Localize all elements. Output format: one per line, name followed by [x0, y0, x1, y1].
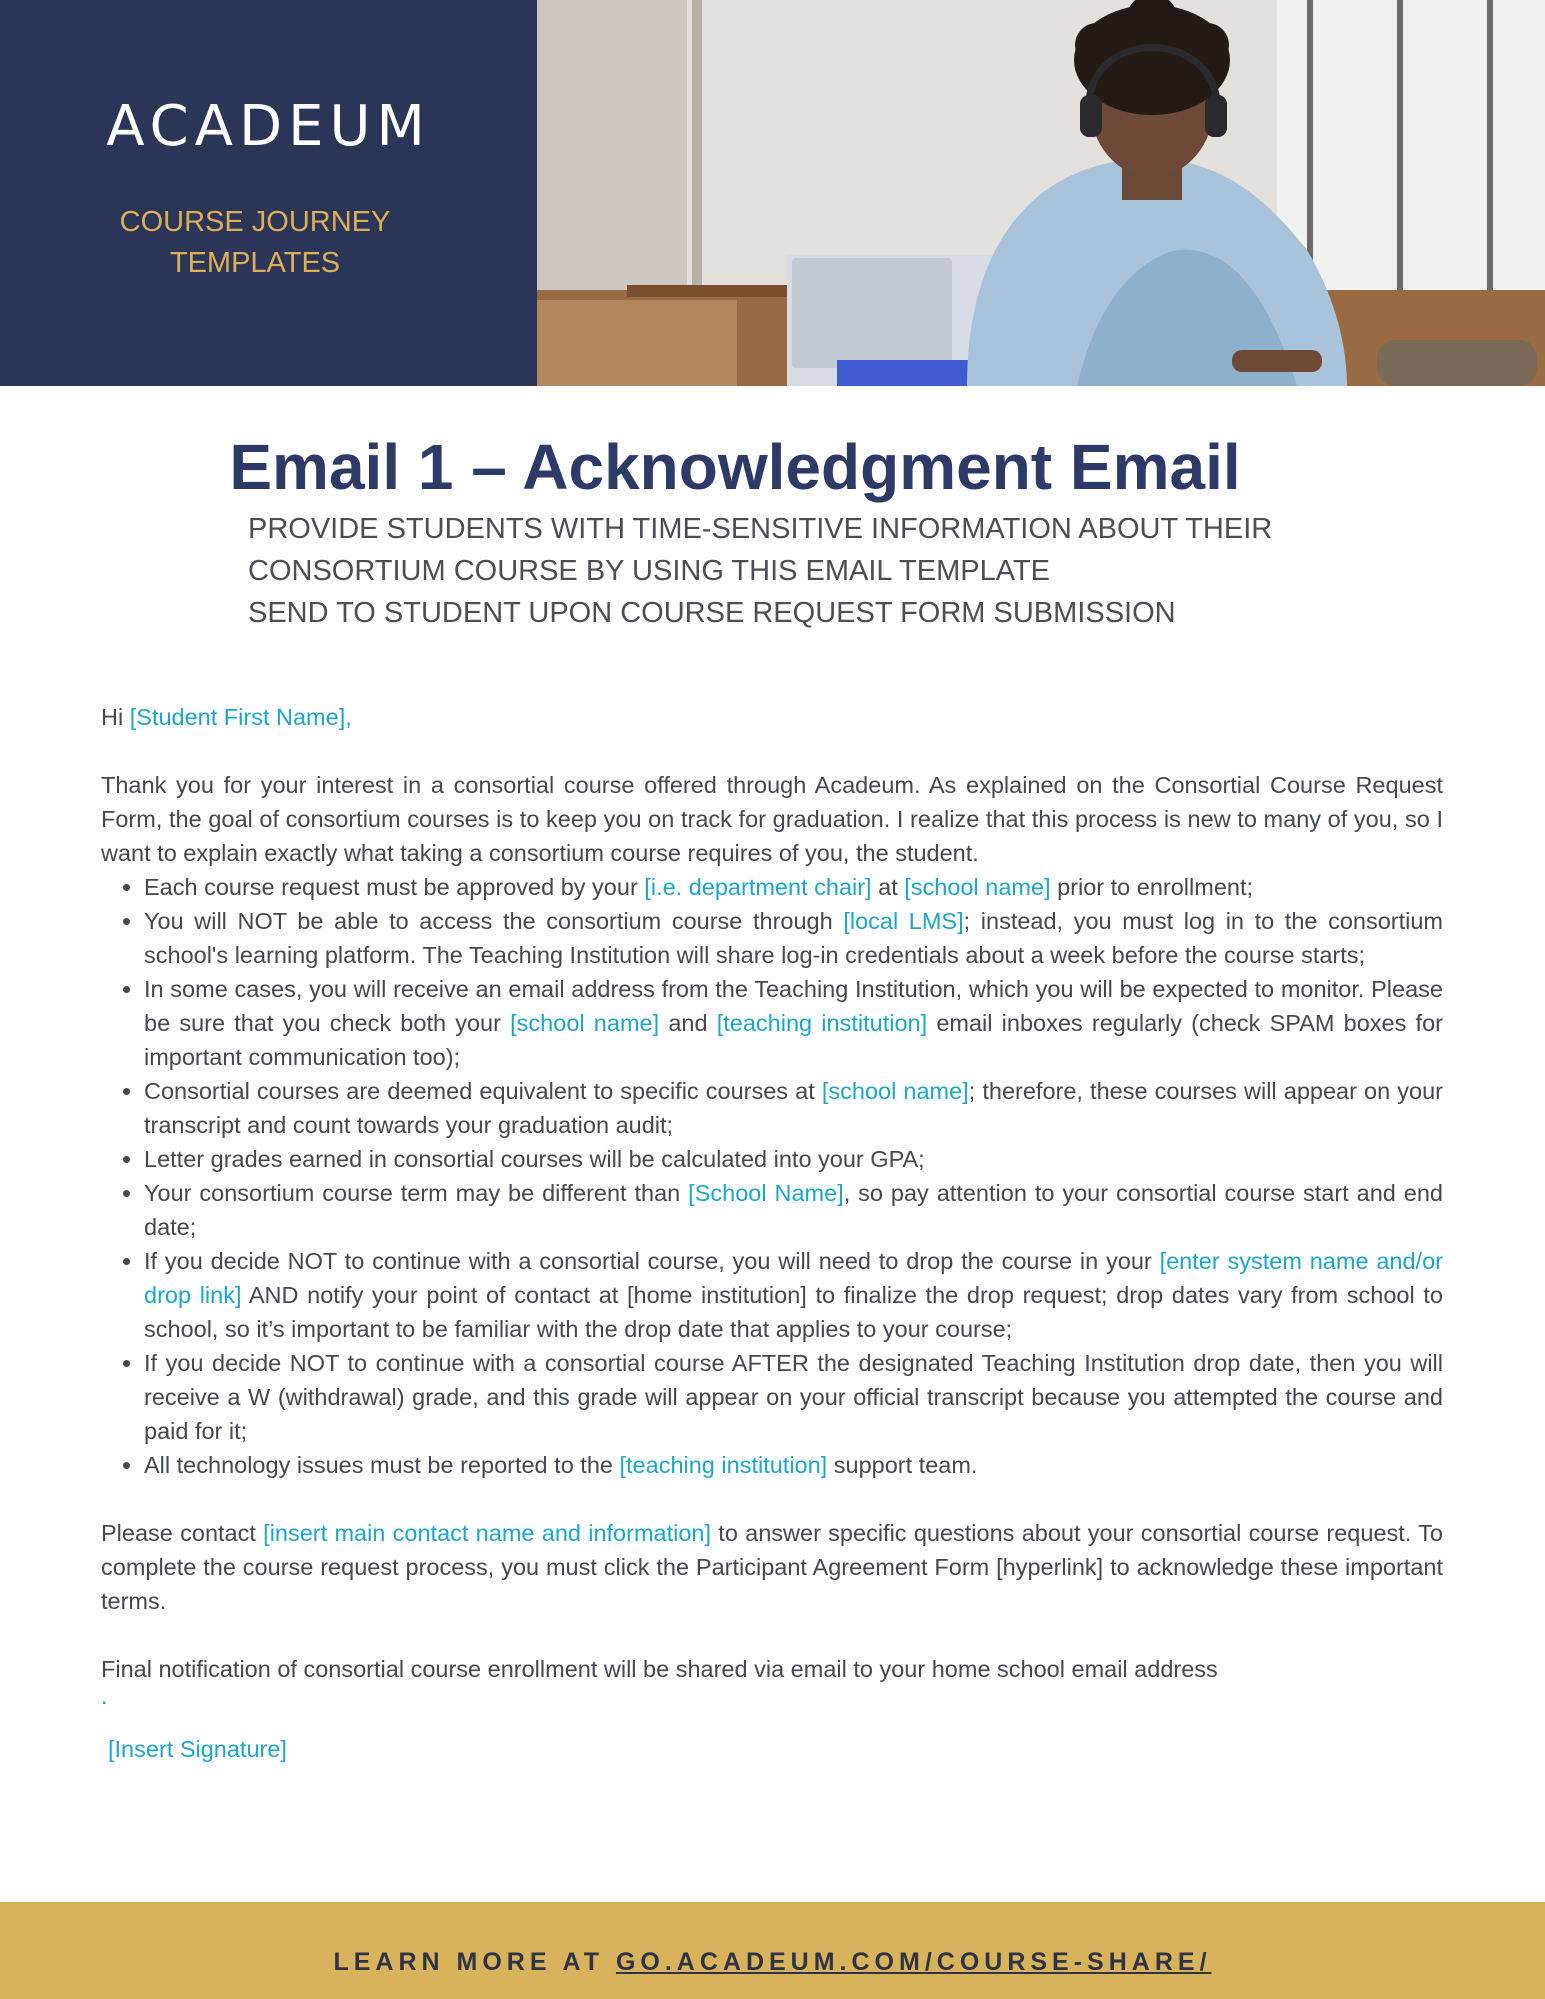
- final-notification: Final notification of consortial course enrollment will be shared via email to your home school email address: [101, 1656, 1218, 1682]
- subtitle-line: CONSORTIUM COURSE BY USING THIS EMAIL TEMPLATE: [248, 555, 1050, 587]
- placeholder-text: [teaching institution]: [619, 1452, 828, 1478]
- placeholder-text: [teaching institution]: [716, 1010, 928, 1036]
- greeting-text: Hi: [101, 704, 130, 730]
- page-subtitle: [248, 508, 1272, 634]
- subtitle-line: SEND TO STUDENT UPON COURSE REQUEST FORM SUBMISSION: [248, 597, 1176, 629]
- intro-paragraph: Thank you for your interest in a consortial course offered through Acadeum. As explained on the Consortial Course Request Form, the goal of consortium courses is to keep you on track for graduation. I realize that this process is new to many of you, so I want to explain exactly what taking a consortium course requires of you, the student.: [101, 772, 1443, 866]
- placeholder-student-name: [Student First Name],: [129, 704, 352, 730]
- student-photo: [537, 0, 1545, 386]
- contact-paragraph: Please contact [insert main contact name and information] to answer specific questions about your consortial course request. To complete the course request process, you must click the Participant Agreement Form [hyperlink] to acknowledge these important terms.: [101, 1520, 1443, 1614]
- placeholder-text: [School Name]: [688, 1180, 844, 1206]
- footer-text: [0, 1948, 1545, 1977]
- list-item: • You will NOT be able to access the consortium course through [local LMS]; instead, you must log in to the consortium school's learning platform. The Teaching Institution will share log-in credentials about a week before the course starts;: [144, 904, 1443, 972]
- subtitle-line: PROVIDE STUDENTS WITH TIME-SENSITIVE INFORMATION ABOUT THEIR: [248, 513, 1273, 545]
- list-item: • If you decide NOT to continue with a consortial course AFTER the designated Teaching Institution drop date, then you will receive a W (withdrawal) grade, and this grade will appear on your official transcript because you attempted the course and paid for it;: [144, 1346, 1443, 1448]
- list-item: • Letter grades earned in consortial courses will be calculated into your GPA;: [144, 1142, 1443, 1176]
- brand-subtitle: [0, 202, 510, 284]
- list-item: • Your consortium course term may be different than [School Name], so pay attention to your consortial course start and end date;: [144, 1176, 1443, 1244]
- placeholder-text: [i.e. department chair]: [644, 874, 872, 900]
- signature-placeholder: [Insert Signature]: [108, 1736, 287, 1762]
- brand-subtitle-line2: TEMPLATES: [169, 247, 341, 279]
- placeholder-text: [school name]: [821, 1078, 969, 1104]
- placeholder-text: [enter system name and/or drop link]: [144, 1248, 1443, 1308]
- course-share-link[interactable]: GO.ACADEUM.COM/COURSE-SHARE/: [615, 1948, 1212, 1976]
- requirements-list: [101, 870, 1443, 1482]
- brand-subtitle-line1: COURSE JOURNEY: [119, 206, 391, 238]
- list-item: • Each course request must be approved by your [i.e. department chair] at [school name] prior to enrollment;: [144, 870, 1443, 904]
- placeholder-text: [school name]: [904, 874, 1051, 900]
- brand-panel: [0, 0, 537, 386]
- footer-bar: [0, 1902, 1545, 1999]
- email-body: [101, 700, 1443, 1766]
- greeting: [101, 700, 1443, 734]
- list-item: • All technology issues must be reported to the [teaching institution] support team.: [144, 1448, 1443, 1482]
- list-item: • Consortial courses are deemed equivalent to specific courses at [school name]; therefore, these courses will appear on your transcript and count towards your graduation audit;: [144, 1074, 1443, 1142]
- student-photo-illustration: [537, 0, 1545, 386]
- header-banner: [0, 0, 1545, 386]
- page-title: Email 1 – Acknowledgment Email: [229, 431, 1241, 503]
- placeholder-contact: [insert main contact name and information]: [263, 1520, 712, 1546]
- list-item: • If you decide NOT to continue with a consortial course, you will need to drop the course in your [enter system name and/or drop link] AND notify your point of contact at [home institution] to finalize the drop request; drop dates vary from school to school, so it’s important to be familiar with the drop date that applies to your course;: [144, 1244, 1443, 1346]
- placeholder-text: [school name]: [510, 1010, 660, 1036]
- acadeum-logo: ACADEUM: [106, 94, 431, 159]
- placeholder-text: [local LMS]: [843, 908, 964, 934]
- footer-prefix: LEARN MORE AT: [333, 1948, 616, 1976]
- list-item: • In some cases, you will receive an email address from the Teaching Institution, which you will be expected to monitor. Please be sure that you check both your [school name] and [teaching institution] email inboxes regularly (check SPAM boxes for important communication too);: [144, 972, 1443, 1074]
- final-dot: .: [101, 1683, 108, 1709]
